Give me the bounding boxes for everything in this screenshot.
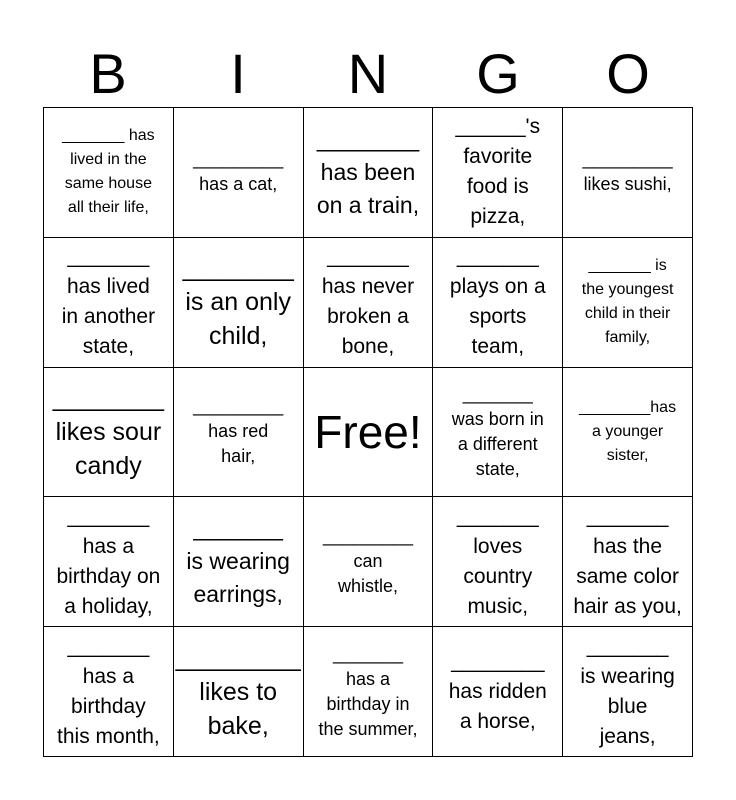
cell-text: ________ has ridden a horse,: [448, 649, 547, 733]
free-space-cell[interactable]: [304, 368, 434, 498]
bingo-cell[interactable]: [433, 108, 563, 238]
bingo-cell[interactable]: [563, 627, 693, 757]
free-space-text: Free!: [314, 405, 422, 458]
cell-text: _________ likes sushi,: [582, 149, 673, 195]
cell-text: _______ has lived in the same house all their life,: [62, 127, 155, 217]
bingo-cell[interactable]: [44, 627, 174, 757]
bingo-cell[interactable]: [563, 238, 693, 368]
bingo-cell[interactable]: [563, 108, 693, 238]
cell-text: ________ is an only child,: [182, 254, 294, 351]
cell-text: _______ loves country music,: [456, 504, 539, 618]
header-letter-g: G: [476, 42, 520, 105]
cell-text: _______ has lived in another state,: [61, 245, 156, 359]
cell-text: _________ likes to bake,: [175, 643, 301, 740]
header-letter-i: I: [230, 42, 246, 105]
bingo-cell[interactable]: [44, 108, 174, 238]
bingo-cell[interactable]: [563, 497, 693, 627]
cell-text: ______'s favorite food is pizza,: [455, 115, 541, 229]
bingo-cell[interactable]: [433, 368, 563, 498]
bingo-cell[interactable]: [433, 627, 563, 757]
bingo-cell[interactable]: [433, 238, 563, 368]
cell-text: ________ likes sour candy: [52, 383, 165, 480]
header-letter-o: O: [606, 42, 650, 105]
bingo-cell[interactable]: [433, 497, 563, 627]
bingo-cell[interactable]: [174, 497, 304, 627]
bingo-cell[interactable]: [304, 497, 434, 627]
bingo-cell[interactable]: [174, 108, 304, 238]
cell-text: _______ was born in a different state,: [451, 383, 544, 479]
bingo-cell[interactable]: [304, 108, 434, 238]
cell-text: _______ has a birthday on a holiday,: [56, 504, 161, 618]
cell-text: _______ is wearing earrings,: [186, 515, 290, 608]
bingo-cell[interactable]: [44, 368, 174, 498]
cell-text: _________ has red hair,: [193, 396, 284, 467]
bingo-cell[interactable]: [304, 238, 434, 368]
cell-text: _________ has a cat,: [193, 149, 284, 195]
cell-text: _______ is wearing blue jeans,: [580, 634, 675, 748]
bingo-cell[interactable]: [563, 368, 693, 498]
cell-text: ________has a younger sister,: [579, 398, 677, 464]
bingo-cell[interactable]: [174, 238, 304, 368]
cell-text: _______ has the same color hair as you,: [573, 504, 682, 618]
cell-text: _______ has a birthday in the summer,: [318, 643, 418, 739]
bingo-cell[interactable]: [44, 238, 174, 368]
cell-text: _______ plays on a sports team,: [449, 245, 546, 359]
header-letter-b: B: [89, 42, 127, 105]
bingo-grid: [43, 107, 693, 757]
cell-text: _______ has a birthday this month,: [57, 634, 160, 748]
bingo-cell[interactable]: [304, 627, 434, 757]
bingo-cell[interactable]: [174, 368, 304, 498]
cell-text: _________ can whistle,: [322, 526, 414, 597]
bingo-cell[interactable]: [174, 627, 304, 757]
header-letter-n: N: [347, 42, 389, 105]
cell-text: ________ has been on a train,: [316, 125, 420, 218]
cell-text: _______ is the youngest child in their family,: [581, 257, 674, 347]
bingo-header: [43, 40, 693, 108]
cell-text: _______ has never broken a bone,: [321, 245, 415, 359]
bingo-cell[interactable]: [44, 497, 174, 627]
